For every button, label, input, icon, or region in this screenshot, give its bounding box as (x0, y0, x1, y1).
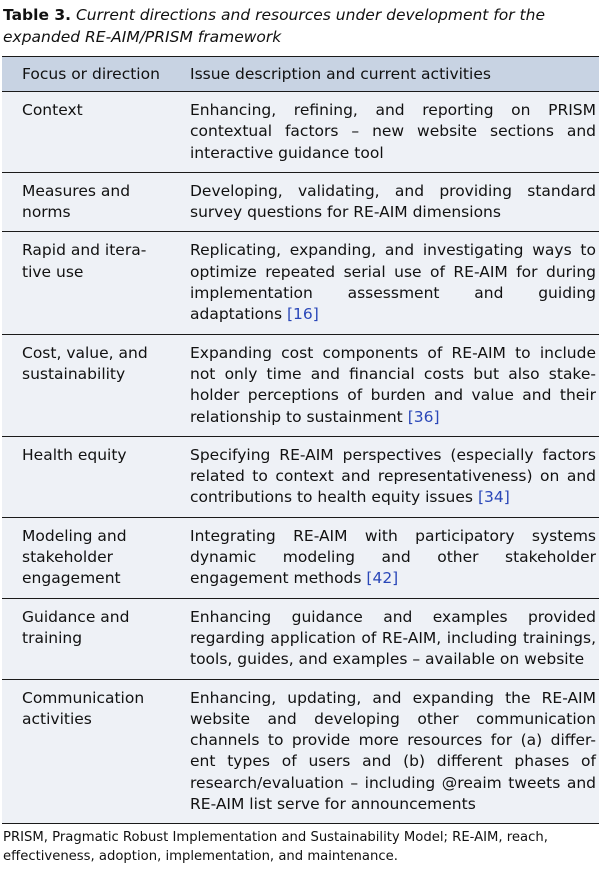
table-row (2, 173, 599, 233)
focus-cell: Cost, value, and sustainability (22, 343, 148, 383)
description-cell (172, 343, 598, 428)
description-cell (172, 181, 598, 224)
focus-cell: Communication activities (22, 688, 145, 728)
reference-link[interactable]: [42] (366, 569, 399, 588)
description-text: Enhancing, updating, and expanding the RE-AIM website and developing other communication channels to provide more resources for (a) differ-ent types of users and (b) different phases of research/evaluation – including @reaim tweets and RE-AIM list serve for announcements (190, 688, 596, 814)
description-cell (172, 100, 598, 164)
table-row (2, 599, 599, 680)
description-text: Enhancing guidance and examples provided regarding application of RE-AIM, including trainings, tools, guides, and examples – available on website (190, 607, 596, 669)
reference-link[interactable]: [36] (407, 407, 440, 426)
focus-cell: Modeling and stakeholder engagement (22, 526, 127, 588)
description-cell (172, 240, 598, 325)
table-label: Table 3. (3, 6, 72, 24)
table-header-row (2, 57, 599, 92)
table-row (2, 92, 599, 173)
description-text: Enhancing, refining, and reporting on PRISM contextual factors – new website sections and interactive guidance tool (190, 101, 596, 162)
data-table (2, 56, 599, 824)
column-header-description: Issue description and current activities (190, 65, 491, 83)
table-row (2, 335, 599, 437)
focus-cell: Health equity (22, 445, 127, 464)
table-row (2, 437, 599, 518)
description-text: Expanding cost components of RE-AIM to include not only time and financial costs but also stake-holder perceptions of burden and value and their relationship to sustainment (190, 343, 596, 426)
table-footnote: PRISM, Pragmatic Robust Implementation and Sustainability Model; RE-AIM, reach, effectiveness, adoption, implementation, and maintenance. (3, 830, 548, 864)
table-row (2, 232, 599, 334)
focus-cell: Guidance and training (22, 607, 130, 647)
table-row (2, 680, 599, 825)
description-cell (172, 607, 598, 671)
column-header-focus: Focus or direction (22, 65, 160, 83)
focus-cell: Context (22, 101, 83, 119)
description-cell (172, 445, 598, 509)
description-cell (172, 688, 598, 816)
table-row (2, 518, 599, 599)
focus-cell: Rapid and itera-tive use (22, 241, 147, 281)
description-text: Specifying RE-AIM perspectives (especially factors related to context and representativeness) on and contributions to health equity issues (190, 445, 596, 507)
description-cell (172, 526, 598, 590)
description-text: Replicating, expanding, and investigating ways to optimize repeated serial use of RE-AIM for during implementation assessment and guiding adaptations (190, 241, 596, 324)
description-text: Developing, validating, and providing standard survey questions for RE-AIM dimensions (190, 181, 596, 222)
table-caption (3, 4, 597, 48)
table-title: Current directions and resources under development for the expanded RE-AIM/PRISM framework (3, 6, 545, 46)
focus-cell: Measures and norms (22, 181, 131, 222)
description-text: Integrating RE-AIM with participatory systems dynamic modeling and other stakeholder engagement methods (190, 526, 596, 588)
table-body (2, 92, 599, 824)
reference-link[interactable]: [16] (286, 305, 319, 324)
reference-link[interactable]: [34] (477, 488, 510, 507)
